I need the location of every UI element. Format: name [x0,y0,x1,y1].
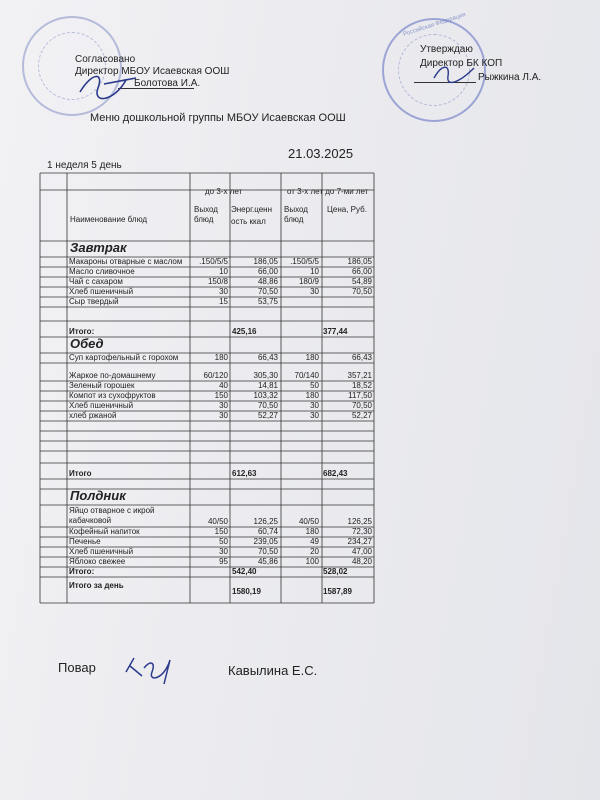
dish-price: 52,27 [351,411,372,420]
dish-price: 48,20 [351,557,372,566]
dish-energy: 66,00 [257,267,278,276]
dish-price: 126,25 [347,517,372,526]
dish-price: 357,21 [347,371,372,380]
dish-output-1: 30 [219,547,228,556]
dish-name: Кофейный напиток [69,527,140,536]
dish-output-1: 40 [219,381,228,390]
dish-price: 18,52 [351,381,372,390]
section-total-under-3: 612,63 [232,469,257,478]
dish-output-1: 60/120 [203,371,228,380]
group-header-under-3: до 3-х лет [205,187,243,196]
dish-energy: 70,50 [257,547,278,556]
dish-name: Чай с сахаром [69,277,123,286]
dish-name: Компот из сухофруктов [69,391,156,400]
dish-output-1: 15 [219,297,228,306]
section-total-label: Итого [69,469,92,478]
dish-energy: 48,86 [257,277,278,286]
dish-output-2: 10 [310,267,319,276]
dish-name: Масло сливочное [69,267,135,276]
dish-price: 66,00 [351,267,372,276]
dish-name: Яйцо отварное с икрой кабачковой [69,506,155,525]
approved-right-role: Директор БК КОП [420,58,503,69]
dish-price: 70,50 [351,401,372,410]
dish-price: 66,43 [351,353,372,362]
col-header-energy: Энерг.ценн ость ккал [231,205,273,226]
section-title: Завтрак [70,240,127,255]
dish-name: Хлеб пшеничный [69,401,134,410]
approved-left-role: Директор МБОУ Исаевская ООШ [75,66,230,77]
dish-output-2: .150/5/5 [290,257,319,266]
dish-energy: 305,30 [253,371,278,380]
dish-output-2: 180/9 [298,277,319,286]
col-header-price: Цена, Руб. [327,205,367,214]
section-total-label: Итого: [69,567,95,576]
section-total-under-3: 425,16 [232,327,257,336]
dish-output-2: 30 [310,401,319,410]
dish-energy: 239,05 [253,537,278,546]
dish-output-1: 40/50 [207,517,228,526]
section-title: Полдник [70,488,126,503]
cook-name: Кавылина Е.С. [228,663,318,678]
dish-price: 70,50 [351,287,372,296]
week-day: 1 неделя 5 день [47,160,122,171]
menu-title: Меню дошкольной группы МБОУ Исаевская ООШ [90,112,346,124]
dish-price: 72,30 [351,527,372,536]
dish-output-2: 30 [310,287,319,296]
dish-output-2: 30 [310,411,319,420]
section-total-3-7: 377,44 [323,327,348,336]
dish-output-2: 49 [310,537,319,546]
dish-energy: 103,32 [253,391,278,400]
dish-energy: 52,27 [257,411,278,420]
dish-output-2: 70/140 [294,371,319,380]
dish-output-1: 30 [219,287,228,296]
day-total-under-3: 1580,19 [232,587,261,596]
dish-energy: 60,74 [257,527,278,536]
section-total-label: Итого: [69,327,95,336]
col-header-output-2: Выход блюд [284,205,308,224]
dish-output-1: 10 [219,267,228,276]
dish-name: Зеленый горошек [69,381,135,390]
dish-energy: 126,25 [253,517,278,526]
approved-left-name: Болотова И.А. [134,78,201,89]
dish-price: 186,05 [347,257,372,266]
section-total-3-7: 682,43 [323,469,348,478]
dish-name: Жаркое по-домашнему [69,371,156,380]
dish-output-1: 150 [214,391,228,400]
dish-output-1: 30 [219,401,228,410]
section-title: Обед [70,336,104,351]
dish-output-2: 180 [305,353,319,362]
dish-energy: 186,05 [253,257,278,266]
dish-energy: 70,50 [257,287,278,296]
dish-name: Хлеб пшеничный [69,547,134,556]
dish-output-2: 180 [305,391,319,400]
dish-energy: 45,86 [257,557,278,566]
dish-price: 47,00 [351,547,372,556]
dish-output-2: 50 [310,381,319,390]
dish-name: Суп картофельный с горохом [69,353,179,362]
col-header-name: Наименование блюд [70,215,148,224]
dish-energy: 14,81 [257,381,278,390]
dish-output-2: 20 [310,547,319,556]
dish-output-1: 30 [219,411,228,420]
right-stamp-text: Российская Федерация [402,12,467,38]
dish-output-1: 95 [219,557,228,566]
dish-energy: 70,50 [257,401,278,410]
dish-name: Хлеб пшеничный [69,287,134,296]
dish-price: 54,89 [351,277,372,286]
dish-name: хлеб ржаной [69,411,117,420]
dish-name: Печенье [69,537,101,546]
approved-right-name: Рыжкина Л.А. [478,72,542,83]
approved-right-title: Утверждаю [420,44,473,55]
dish-energy: 66,43 [257,353,278,362]
dish-name: Яблоко свежее [69,557,126,566]
dish-output-1: 180 [214,353,228,362]
dish-output-1: 150 [214,527,228,536]
section-total-3-7: 528,02 [323,567,348,576]
group-header-3-7: от 3-х лет до 7-ми лет [287,187,369,196]
cook-signature [120,650,180,690]
day-total-label: Итого за день [69,581,124,590]
dish-price: 234,27 [347,537,372,546]
col-header-output-1: Выход блюд [194,205,218,224]
section-total-under-3: 542,40 [232,567,257,576]
dish-name: Макароны отварные с маслом [69,257,183,266]
dish-output-1: 50 [219,537,228,546]
day-total-3-7: 1587,89 [323,587,352,596]
dish-name: Сыр твердый [69,297,119,306]
dish-output-1: .150/5/5 [199,257,228,266]
dish-output-1: 150/8 [207,277,228,286]
dish-energy: 53,75 [257,297,278,306]
dish-output-2: 180 [305,527,319,536]
menu-date: 21.03.2025 [288,146,354,161]
dish-price: 117,50 [348,391,372,400]
approved-left-title: Согласовано [75,54,136,65]
dish-output-2: 100 [305,557,319,566]
cook-label: Повар [58,660,96,675]
dish-output-2: 40/50 [298,517,319,526]
